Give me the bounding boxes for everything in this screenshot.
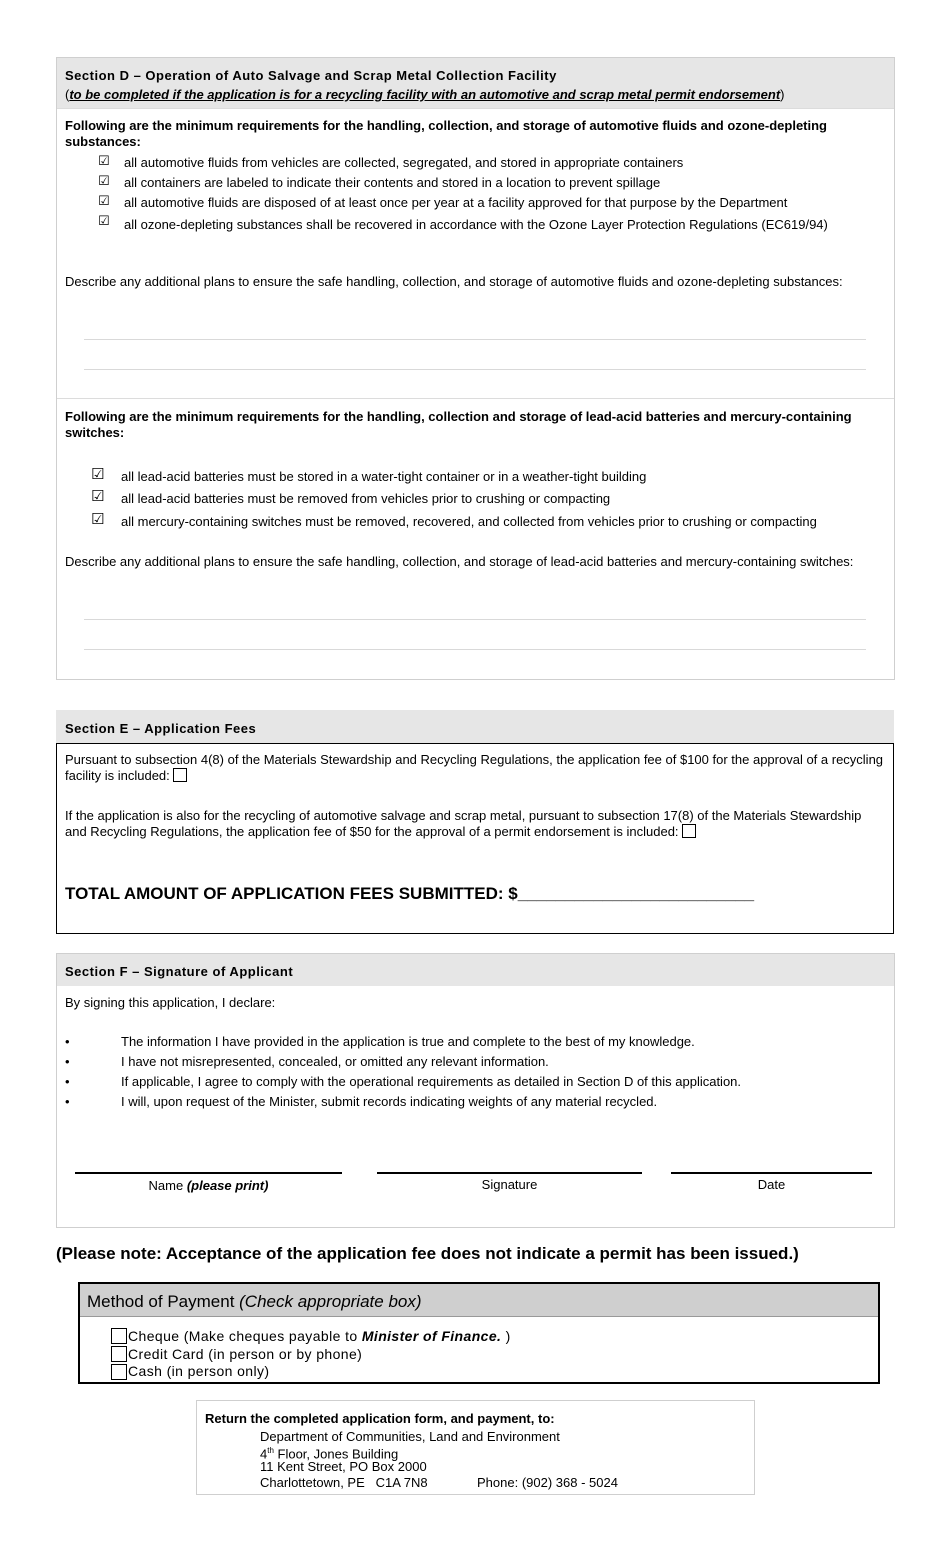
batteries-item-3: all mercury-containing switches must be removed, recovered, and collected from vehicles prior to crushing or compacting [121,514,817,529]
section-d-title: Section D – Operation of Auto Salvage and Scrap Metal Collection Facility [65,68,557,83]
fee-endorsement-checkbox[interactable] [682,824,696,838]
return-city: Charlottetown, PE C1A 7N8 [260,1475,428,1490]
fee-recycling-checkbox[interactable] [173,768,187,782]
cheque-option [128,1328,511,1345]
fluids-item-4: all ozone-depleting substances shall be recovered in accordance with the Ozone Layer Protection Regulations (EC619/94) [124,217,828,232]
name-label-hint: (please print) [186,1178,269,1193]
name-label-text: Name [148,1178,187,1193]
name-label [75,1178,342,1194]
fluids-item-2: all containers are labeled to indicate their contents and stored in a location to prevent spillage [124,175,661,190]
payment-title [87,1292,422,1312]
batteries-intro: Following are the minimum requirements for the handling, collection and storage of lead-acid batteries and mercury-containing switches: [65,409,852,440]
total-fees[interactable]: TOTAL AMOUNT OF APPLICATION FEES SUBMITTED: $_________________________ [65,884,755,903]
check-icon: ☑ [98,214,110,229]
fee-recycling-text: Pursuant to subsection 4(8) of the Materials Stewardship and Recycling Regulations, the application fee of $100 for the approval of a recycling facility is included: [65,752,884,783]
fluids-item-1: all automotive fluids from vehicles are collected, segregated, and stored in appropriate containers [124,155,684,170]
payment-title-text: Method of Payment [87,1292,240,1311]
bullet: • [65,1054,70,1069]
fee-endorsement-text: If the application is also for the recycling of automotive salvage and scrap metal, pursuant to subsection 17(8) of the Materials Stewardship and Recycling Regulations, the application fee of $50 for the approval of a permit endorsement is included: [65,808,862,839]
date-line[interactable] [671,1172,872,1174]
bullet: • [65,1034,70,1049]
section-d-mid-divider [57,398,894,399]
return-street: 11 Kent Street, PO Box 2000 [260,1459,427,1474]
check-icon: ☑ [91,465,105,483]
batteries-item-1: all lead-acid batteries must be stored in a water-tight container or in a weather-tight building [121,469,647,484]
return-floor-sup: th [267,1446,274,1455]
signature-line[interactable] [377,1172,642,1174]
fee-note: (Please note: Acceptance of the application fee does not indicate a permit has been issued.) [56,1244,799,1263]
name-line[interactable] [75,1172,342,1174]
check-icon: ☑ [98,194,110,209]
return-heading: Return the completed application form, and payment, to: [205,1411,555,1426]
cash-checkbox[interactable] [111,1364,127,1380]
section-e-title: Section E – Application Fees [65,721,257,736]
section-d-subtitle: (to be completed if the application is for a recycling facility with an automotive and scrap metal permit endorsement) [65,87,785,102]
return-floor-num: 4 [260,1446,268,1462]
check-icon: ☑ [98,174,110,189]
section-f-title: Section F – Signature of Applicant [65,964,294,979]
return-floor-rest: Floor, Jones Building [273,1446,399,1462]
check-icon: ☑ [98,154,110,169]
fee-permit-endorsement [65,808,885,840]
bullet: • [65,1074,70,1089]
return-phone: Phone: (902) 368 - 5024 [477,1475,618,1490]
batteries-answer-line-2[interactable] [84,649,866,650]
cheque-option-post: ) [501,1328,511,1344]
signature-label: Signature [481,1177,538,1192]
cheque-option-pre: Cheque (Make cheques payable to [128,1328,362,1344]
fluids-answer-line-2[interactable] [84,369,866,370]
declaration-item-4: I will, upon request of the Minister, submit records indicating weights of any material recycled. [121,1094,658,1109]
fluids-answer-line-1[interactable] [84,339,866,340]
fluids-describe: Describe any additional plans to ensure the safe handling, collection, and storage of automotive fluids and ozone-depleting substances: [65,274,843,289]
check-icon: ☑ [91,510,105,528]
cheque-payee: Minister of Finance. [361,1328,502,1344]
fluids-item-3: all automotive fluids are disposed of at least once per year at a facility approved for that purpose by the Department [124,195,788,210]
declaration-item-2: I have not misrepresented, concealed, or omitted any relevant information. [121,1054,549,1069]
date-label: Date [757,1177,786,1192]
cheque-checkbox[interactable] [111,1328,127,1344]
check-icon: ☑ [91,487,105,505]
fluids-intro: Following are the minimum requirements for the handling, collection, and storage of automotive fluids and ozone-depleting substances: [65,118,827,149]
bullet: • [65,1094,70,1109]
batteries-answer-line-1[interactable] [84,619,866,620]
payment-title-hint: (Check appropriate box) [239,1292,422,1311]
return-dept: Department of Communities, Land and Environment [260,1429,560,1444]
credit-card-checkbox[interactable] [111,1346,127,1362]
section-d-subtitle-text: to be completed if the application is for a recycling facility with an automotive and scrap metal permit endorsement [69,87,781,102]
declare-text: By signing this application, I declare: [65,995,276,1010]
declaration-item-1: The information I have provided in the application is true and complete to the best of my knowledge. [121,1034,695,1049]
batteries-describe: Describe any additional plans to ensure the safe handling, collection, and storage of lead-acid batteries and mercury-containing switches: [65,554,854,569]
fee-recycling-facility [65,752,885,784]
credit-card-option: Credit Card (in person or by phone) [128,1346,363,1362]
section-d-divider [57,108,894,109]
cash-option: Cash (in person only) [128,1363,270,1379]
batteries-item-2: all lead-acid batteries must be removed from vehicles prior to crushing or compacting [121,491,611,506]
declaration-item-3: If applicable, I agree to comply with the operational requirements as detailed in Section D of this application. [121,1074,742,1089]
